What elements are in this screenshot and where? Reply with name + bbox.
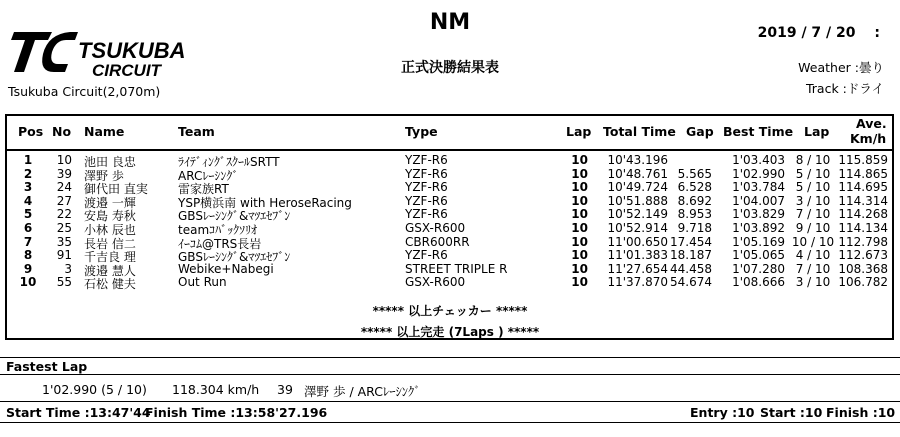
fastest-lap-time: 1'02.990 (5 / 10) — [42, 382, 147, 397]
header-best-lap: Lap — [804, 124, 830, 139]
cell-no: 25 — [56, 221, 72, 235]
finish-count: Finish :10 — [826, 405, 896, 420]
cell-lap: 10 — [571, 221, 588, 235]
cell-gap: 18.187 — [670, 248, 712, 263]
header-team: Team — [178, 124, 215, 139]
cell-no: 3 — [64, 261, 72, 276]
header-type: Type — [405, 124, 438, 139]
cell-pos: 5 — [23, 207, 33, 222]
table-row — [0, 153, 900, 167]
entry-count: Entry :10 — [690, 405, 755, 420]
cell-ave-speed: 108.368 — [838, 261, 888, 276]
cell-team: Webike+Nabegi — [178, 261, 274, 276]
cell-name: 御代田 直実 — [84, 182, 148, 197]
cell-best-time: 1'05.065 — [732, 248, 785, 263]
cell-gap: 8.692 — [677, 193, 712, 208]
cell-name: 小林 辰也 — [84, 223, 136, 237]
cell-best-lap: 3 / 10 — [795, 193, 831, 208]
header-ave: Ave. — [856, 116, 887, 131]
logo-text-tsukuba: TSUKUBA — [78, 38, 186, 63]
event-title: NM — [429, 10, 471, 35]
cell-lap: 10 — [571, 234, 588, 249]
cell-team: ﾗｲﾃﾞｨﾝｸﾞｽｸｰﾙSRTT — [178, 155, 280, 169]
cell-no: 91 — [56, 248, 72, 263]
cell-best-lap: 7 / 10 — [795, 261, 831, 276]
cell-type: GSX-R600 — [405, 221, 466, 235]
cell-total-time: 11'00.650 — [607, 234, 668, 249]
cell-best-lap: 8 / 10 — [795, 153, 831, 167]
fastest-lap-number: 39 — [277, 382, 293, 397]
cell-ave-speed: 114.865 — [838, 166, 888, 181]
fastest-lap-speed: 118.304 km/h — [172, 382, 260, 397]
cell-pos: 7 — [23, 234, 33, 249]
cell-no: 22 — [56, 207, 72, 222]
cell-best-time: 1'03.829 — [732, 207, 785, 222]
header-no: No — [52, 124, 72, 139]
cell-ave-speed: 114.695 — [838, 180, 888, 195]
cell-name: 千吉良 理 — [84, 250, 136, 265]
cell-no: 55 — [56, 275, 72, 290]
cell-total-time: 10'52.914 — [607, 221, 668, 235]
cell-total-time: 10'51.888 — [607, 193, 668, 208]
cell-ave-speed: 112.798 — [838, 234, 888, 249]
cell-gap: 5.565 — [677, 166, 712, 181]
cell-no: 24 — [56, 180, 72, 195]
cell-total-time: 11'01.383 — [607, 248, 668, 263]
cell-best-lap: 5 / 10 — [795, 166, 831, 181]
table-row — [0, 235, 900, 249]
cell-type: CBR600RR — [405, 234, 470, 249]
cell-ave-speed: 114.268 — [838, 207, 888, 222]
cell-total-time: 10'48.761 — [607, 166, 668, 181]
fastest-lap-bottom-rule — [0, 374, 900, 375]
cell-pos: 1 — [23, 153, 33, 167]
cell-type: YZF-R6 — [405, 193, 448, 208]
cell-name: 澤野 歩 — [84, 168, 124, 183]
header-lap: Lap — [566, 124, 592, 139]
start-time: Start Time :13:47'44 — [6, 405, 151, 420]
cell-best-time: 1'03.892 — [732, 221, 785, 235]
cell-best-lap: 5 / 10 — [795, 180, 831, 195]
cell-total-time: 11'37.870 — [607, 275, 668, 290]
track-condition: Track :ドライ — [805, 81, 884, 96]
cell-best-time: 1'03.403 — [732, 153, 785, 167]
cell-total-time: 10'49.724 — [607, 180, 668, 195]
header-total-time: Total Time — [603, 124, 676, 139]
header-gap: Gap — [686, 124, 714, 139]
cell-lap: 10 — [571, 153, 588, 167]
table-row — [0, 167, 900, 181]
cell-ave-speed: 114.134 — [838, 221, 888, 235]
cell-lap: 10 — [571, 261, 588, 276]
cell-type: YZF-R6 — [405, 207, 448, 222]
cell-lap: 10 — [571, 180, 588, 195]
cell-best-lap: 9 / 10 — [795, 221, 831, 235]
cell-total-time: 10'52.149 — [607, 207, 668, 222]
finish-time: Finish Time :13:58'27.196 — [145, 405, 328, 420]
cell-no: 10 — [56, 153, 72, 167]
cell-ave-speed: 115.859 — [838, 153, 888, 167]
table-row — [0, 248, 900, 265]
cell-best-time: 1'04.007 — [732, 193, 785, 208]
cell-best-lap: 3 / 10 — [795, 275, 831, 290]
cell-team: teamｺﾊﾞｯｸｿﾘｵ — [178, 223, 258, 237]
cell-type: YZF-R6 — [405, 166, 448, 181]
weather: Weather :曇り — [798, 60, 884, 75]
table-row — [0, 207, 900, 224]
cell-gap: 54.674 — [670, 275, 712, 290]
cell-type: YZF-R6 — [405, 180, 448, 195]
cell-no: 39 — [56, 166, 72, 181]
fastest-lap-top-rule — [0, 357, 900, 358]
cell-gap: 44.458 — [670, 261, 712, 276]
cell-team: GBSﾚｰｼﾝｸﾞ&ﾏﾂｴｾﾌﾞﾝ — [178, 250, 291, 265]
cell-best-lap: 4 / 10 — [795, 248, 831, 263]
cell-name: 石松 健夫 — [84, 277, 136, 292]
result-title: 正式決勝結果表 — [401, 60, 499, 76]
cell-no: 27 — [56, 193, 72, 208]
cell-ave-speed: 106.782 — [838, 275, 888, 290]
finish-note: ***** 以上完走 (7Laps ) ***** — [360, 325, 540, 339]
cell-ave-speed: 112.673 — [838, 248, 888, 263]
header-kmh: Km/h — [850, 131, 887, 146]
cell-type: GSX-R600 — [405, 275, 466, 290]
cell-team: Out Run — [178, 275, 227, 290]
cell-team: ｲｰｺﾑ@TRS長岩 — [178, 236, 262, 251]
footer-bottom-rule — [0, 422, 900, 423]
cell-name: 渡邉 一輝 — [84, 195, 136, 210]
table-row — [0, 275, 900, 292]
cell-lap: 10 — [571, 207, 588, 222]
cell-team: YSP横浜南 with HeroseRacing — [178, 195, 352, 210]
cell-type: YZF-R6 — [405, 248, 448, 263]
cell-best-time: 1'02.990 — [732, 166, 785, 181]
cell-name: 渡邉 慧人 — [84, 263, 136, 278]
cell-pos: 4 — [23, 193, 33, 208]
cell-gap: 6.528 — [677, 180, 712, 195]
fastest-lap-label: Fastest Lap — [6, 359, 88, 374]
header-name: Name — [84, 124, 125, 139]
cell-best-time: 1'05.169 — [732, 234, 785, 249]
table-row — [0, 180, 900, 197]
header-pos: Pos — [18, 124, 44, 139]
table-row — [0, 194, 900, 208]
header-divider — [5, 149, 894, 151]
footer-top-rule — [0, 401, 900, 402]
cell-best-lap: 7 / 10 — [795, 207, 831, 222]
fastest-lap-rider: 澤野 歩 / ARCﾚｰｼﾝｸﾞ — [304, 384, 421, 399]
table-row — [0, 262, 900, 276]
cell-pos: 8 — [23, 248, 33, 263]
cell-pos: 2 — [23, 166, 33, 181]
cell-lap: 10 — [571, 166, 588, 181]
cell-pos: 6 — [23, 221, 33, 235]
circuit-name: Tsukuba Circuit(2,070m) — [8, 84, 161, 99]
cell-team: ARCﾚｰｼﾝｸﾞ — [178, 168, 239, 183]
checker-note: ***** 以上チェッカー ***** — [372, 304, 528, 318]
cell-pos: 9 — [23, 261, 33, 276]
cell-pos: 3 — [23, 180, 33, 195]
cell-name: 池田 良忠 — [84, 155, 136, 169]
cell-type: YZF-R6 — [405, 153, 448, 167]
cell-best-lap: 10 / 10 — [791, 234, 835, 249]
race-date: 2019 / 7 / 20 : — [757, 25, 880, 41]
cell-lap: 10 — [571, 275, 588, 290]
cell-name: 安島 寿秋 — [84, 209, 136, 224]
cell-gap: 9.718 — [677, 221, 712, 235]
cell-total-time: 11'27.654 — [607, 261, 668, 276]
cell-gap: 8.953 — [677, 207, 712, 222]
cell-best-time: 1'08.666 — [732, 275, 785, 290]
cell-name: 長岩 信二 — [84, 236, 136, 251]
cell-team: 雷家族RT — [178, 182, 229, 197]
cell-lap: 10 — [571, 193, 588, 208]
cell-ave-speed: 114.314 — [838, 193, 888, 208]
cell-total-time: 10'43.196 — [607, 153, 668, 167]
cell-no: 35 — [56, 234, 72, 249]
cell-best-time: 1'07.280 — [732, 261, 785, 276]
logo-text-circuit: CIRCUIT — [92, 61, 161, 80]
cell-best-time: 1'03.784 — [732, 180, 785, 195]
start-count: Start :10 — [760, 405, 823, 420]
cell-type: STREET TRIPLE R — [405, 261, 508, 276]
cell-team: GBSﾚｰｼﾝｸﾞ&ﾏﾂｴｾﾌﾞﾝ — [178, 209, 291, 224]
cell-lap: 10 — [571, 248, 588, 263]
table-row — [0, 221, 900, 235]
cell-gap: 17.454 — [670, 234, 712, 249]
cell-pos: 10 — [19, 275, 37, 290]
header-best-time: Best Time — [723, 124, 794, 139]
